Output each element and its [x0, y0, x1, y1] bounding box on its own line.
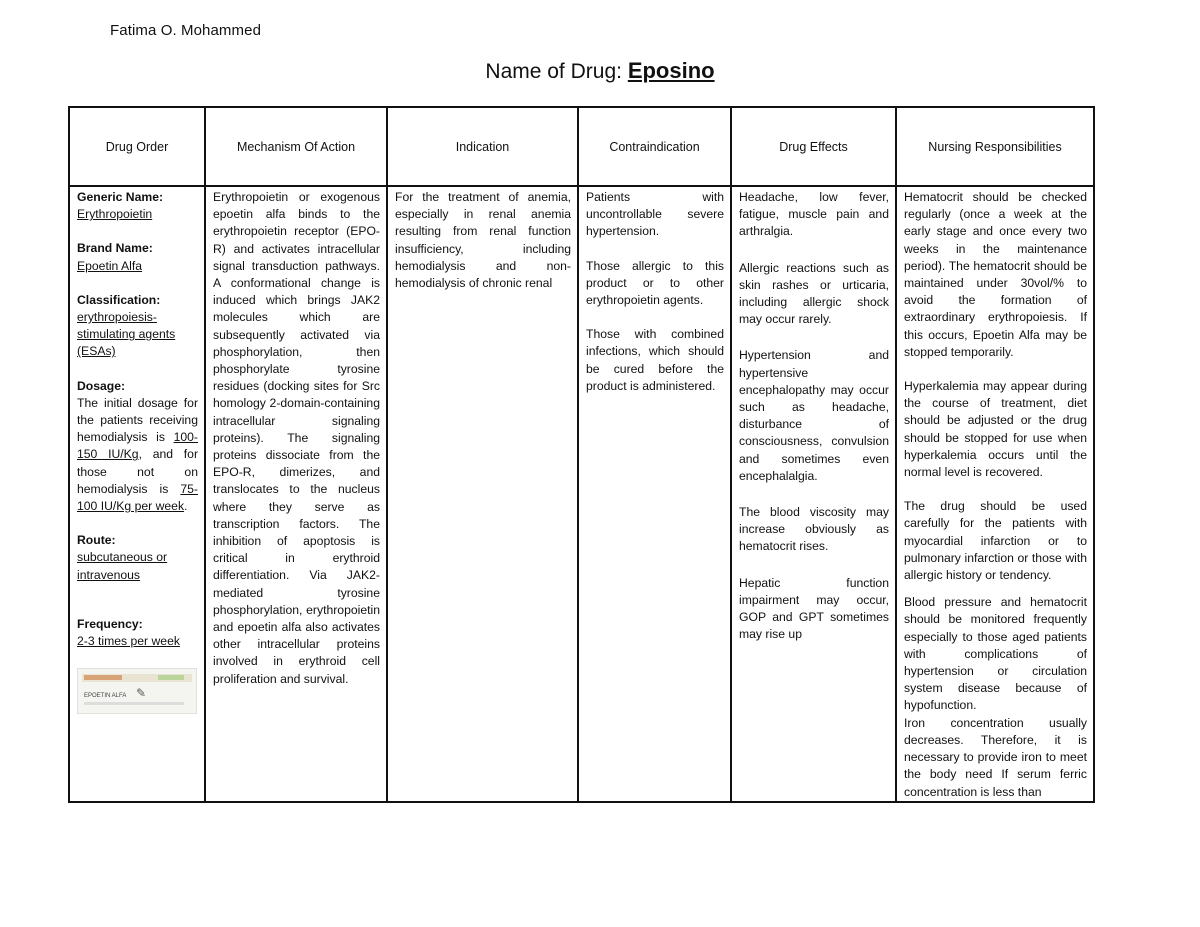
- brand-name-label: Brand Name:: [77, 241, 153, 256]
- nursing-item: Iron concentration usually decreases. Therefore, it is necessary to provide iron to meet the body need If serum ferric concentration is less than: [904, 715, 1087, 799]
- dosage-value-non-hemodialysis: 75-100 IU/Kg per week: [77, 481, 198, 514]
- dosage-text-part: The initial dosage for the patients receiving hemodialysis is: [77, 395, 198, 445]
- drug-effect-item: Allergic reactions such as skin rashes or urticaria, including allergic shock may occur rarely.: [739, 260, 889, 327]
- nursing-responsibilities-cell: [896, 186, 1094, 802]
- dosage-label: Dosage:: [77, 378, 126, 393]
- contraindication-item: Those allergic to this product or to other erythropoietin agents.: [586, 258, 724, 308]
- column-header-nursing: Nursing Responsibilities: [896, 107, 1094, 186]
- mechanism-text: Erythropoietin or exogenous epoetin alfa binds to the erythropoietin receptor (EPO-R) and activates intracellular signal transduction pathways. A conformational change is induced which brings JAK2 molecules which are subsequently activated via phosphorylation, then phosphorylate tyrosine residues (docking sites for Src homology 2-domain-containing intracellular signaling proteins). The signaling proteins dissociate from the EPO-R, dimerizes, and translocates to the nucleus where they serve as transcription factors. The inhibition of apoptosis is critical in erythroid differentiation. Via JAK2-mediated tyrosine phosphorylation, erythropoietin and epoetin alfa also activates other intracellular proteins involved in erythroid cell proliferation and survival.: [213, 190, 380, 686]
- indication-text: For the treatment of anemia, especially in renal anemia resulting from renal function insufficiency, including hemodialysis and non-hemodialysis of chronic renal: [395, 190, 571, 291]
- title-prefix: Name of Drug:: [485, 60, 622, 83]
- product-box-image: [77, 668, 197, 714]
- frequency-label: Frequency:: [77, 616, 143, 631]
- drug-effect-item: Headache, low fever, fatigue, muscle pain and arthralgia.: [739, 190, 889, 239]
- table-row: [69, 186, 1094, 802]
- classification-label: Classification:: [77, 292, 161, 307]
- classification-value: erythropoiesis-stimulating agents (ESAs): [77, 310, 176, 359]
- contraindication-item: Patients with uncontrollable severe hypertension.: [586, 190, 724, 239]
- drug-name: Eposino: [627, 58, 715, 83]
- nursing-item: Blood pressure and hematocrit should be monitored frequently especially to those aged patients with complications of hypertension or circulation system disease because of hypofunction.: [904, 595, 1087, 713]
- nursing-item: The drug should be used carefully for the patients with myocardial infarction or to pulmonary infarction or those with allergic history or tendency.: [904, 499, 1087, 583]
- column-header-indication: Indication: [387, 107, 578, 186]
- generic-name-label: Generic Name:: [77, 190, 164, 204]
- mechanism-cell: [205, 186, 387, 802]
- drug-study-table: [68, 106, 1095, 803]
- route-label: Route:: [77, 533, 116, 548]
- dosage-text-part: .: [184, 499, 188, 514]
- author-name: Fatima O. Mohammed: [110, 22, 262, 39]
- drug-effect-item: The blood viscosity may increase obviously as hematocrit rises.: [739, 505, 889, 554]
- frequency-value: 2-3 times per week: [77, 634, 180, 649]
- contraindication-item: Those with combined infections, which should be cured before the product is administered.: [586, 327, 724, 393]
- column-header-drug-effects: Drug Effects: [731, 107, 896, 186]
- dosage-text-part: , and for those not on hemodialysis is: [77, 447, 198, 496]
- indication-cell: [387, 186, 578, 802]
- nursing-item: Hematocrit should be checked regularly (once a week at the early stage and once every two weeks in the maintenance period). The hematocrit should be maintained under 30vol/% to avoid the formation of extraordinary erythropoiesis. If this occurs, Epoetin Alfa may be stopped temporarily.: [904, 190, 1087, 359]
- page-title: [0, 58, 1200, 84]
- dosage-text: [77, 395, 198, 515]
- dosage-value-hemodialysis: 100-150 IU/Kg: [77, 430, 198, 462]
- column-header-drug-order: Drug Order: [69, 107, 205, 186]
- table-header-row: [69, 107, 1094, 186]
- drug-effect-item: Hepatic function impairment may occur, GOP and GPT sometimes may rise up: [739, 575, 889, 642]
- product-logo-icon: ✎: [136, 686, 147, 701]
- column-header-contraindication: Contraindication: [578, 107, 731, 186]
- contraindication-cell: [578, 186, 731, 802]
- drug-effect-item: Hypertension and hypertensive encephalopathy may occur such as headache, disturbance of consciousness, convulsion and sometimes even encephalalgia.: [739, 348, 889, 483]
- product-box-label: EPOETIN ALFA: [84, 693, 127, 700]
- generic-name-value: Erythropoietin: [77, 207, 153, 222]
- nursing-item: Hyperkalemia may appear during the course of treatment, diet should be adjusted or the drug should be stopped for use when hyperkalemia occurs until the normal level is recovered.: [904, 379, 1087, 480]
- drug-order-cell: [69, 186, 205, 802]
- route-value: subcutaneous or intravenous: [77, 550, 168, 582]
- drug-effects-cell: [731, 186, 896, 802]
- column-header-mechanism: Mechanism Of Action: [205, 107, 387, 186]
- brand-name-value: Epoetin Alfa: [77, 258, 143, 273]
